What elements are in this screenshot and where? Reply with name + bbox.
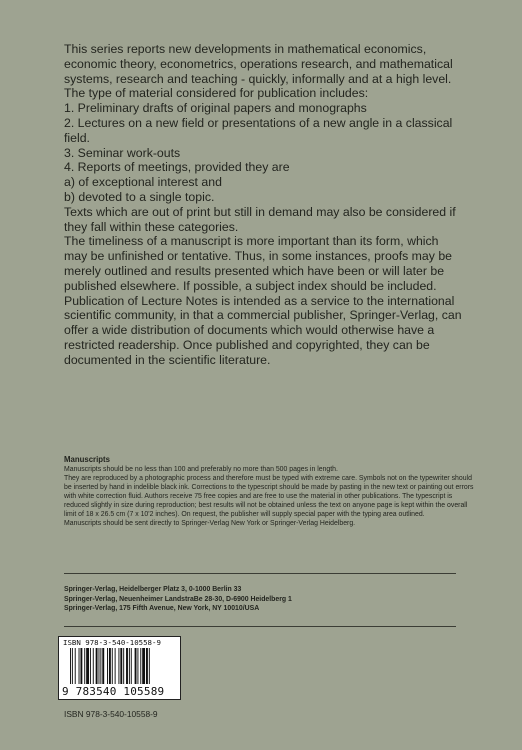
barcode-isbn-label: ISBN 978-3-540-10558-9 bbox=[63, 638, 161, 647]
barcode-bars-icon bbox=[70, 648, 170, 684]
timeliness-paragraph: The timeliness of a manuscript is more important than its form, which may be unfinished or tentative. Thus, in some instances, proofs may be merely outlined and results presented which have been or will later be published elsewhere. If possible, a subject index should be included. Publication of Lecture Notes is intended as a service to the international scientific community, in that a commercial publisher, Springer-Verlag, can offer a wide distribution of documents which would otherwise have a restricted readership. Once published and copyrighted, they can be documented in the scientific literature. bbox=[64, 234, 462, 367]
manuscripts-submission: Manuscripts should be sent directly to Springer-Verlag New York or Springer-Verlag Heidelberg. bbox=[64, 520, 356, 527]
address-new-york: Springer-Verlag, 175 Fifth Avenue, New York, NY 10010/USA bbox=[64, 605, 260, 613]
out-of-print-paragraph: Texts which are out of print but still in demand may also be considered if they fall within these categories. bbox=[64, 204, 456, 234]
manuscripts-length: Manuscripts should be no less than 100 and preferably no more than 500 pages in length. bbox=[64, 466, 338, 473]
publisher-addresses bbox=[64, 585, 464, 614]
series-description bbox=[64, 42, 464, 368]
address-heidelberg: Springer-Verlag, Neuenheimer LandstraBe 28-30, D-6900 Heidelberg 1 bbox=[64, 595, 292, 603]
manuscripts-preparation: They are reproduced by a photographic process and therefore must be typed with extreme care. Symbols not on the typewriter should be inserted by hand in indelible black ink. Corrections to the typescript should be made by pasting in the new text or painting out errors with white correction fluid. Authors receive 75 free copies and are free to use the material in other publications. The typescript is reduced slightly in size during reproduction; best results will not be obtained unless the text on anyone page is kept within the overall limit of 18 x 26.5 cm (7 x 10'2 inches). On request, the publisher will supply special paper with the typing area outlined. bbox=[64, 475, 474, 518]
list-item: 4. Reports of meetings, provided they are bbox=[64, 160, 290, 175]
list-item: 3. Seminar work-outs bbox=[64, 145, 181, 160]
list-item: a) of exceptional interest and bbox=[64, 175, 222, 190]
list-item: b) devoted to a single topic. bbox=[64, 189, 215, 204]
list-item: 2. Lectures on a new field or presentations of a new angle in a classical field. bbox=[64, 115, 453, 145]
isbn-barcode bbox=[58, 636, 181, 700]
barcode-ean-digits: 9 783540 105589 bbox=[62, 685, 165, 698]
address-berlin: Springer-Verlag, Heidelberger Platz 3, 0-1000 Berlin 33 bbox=[64, 586, 242, 593]
divider-top bbox=[64, 573, 456, 574]
intro-paragraph: This series reports new developments in mathematical economics, economic theory, econometrics, operations research, and mathematical systems, research and teaching - quickly, informally and at a high level. The type of material considered for publication includes: bbox=[64, 42, 453, 101]
list-item: 1. Preliminary drafts of original papers and monographs bbox=[64, 101, 367, 116]
divider-bottom bbox=[64, 626, 456, 627]
manuscripts-section bbox=[64, 455, 474, 528]
isbn-footer: ISBN 978-3-540-10558-9 bbox=[64, 709, 158, 719]
manuscripts-heading: Manuscripts bbox=[64, 455, 110, 464]
